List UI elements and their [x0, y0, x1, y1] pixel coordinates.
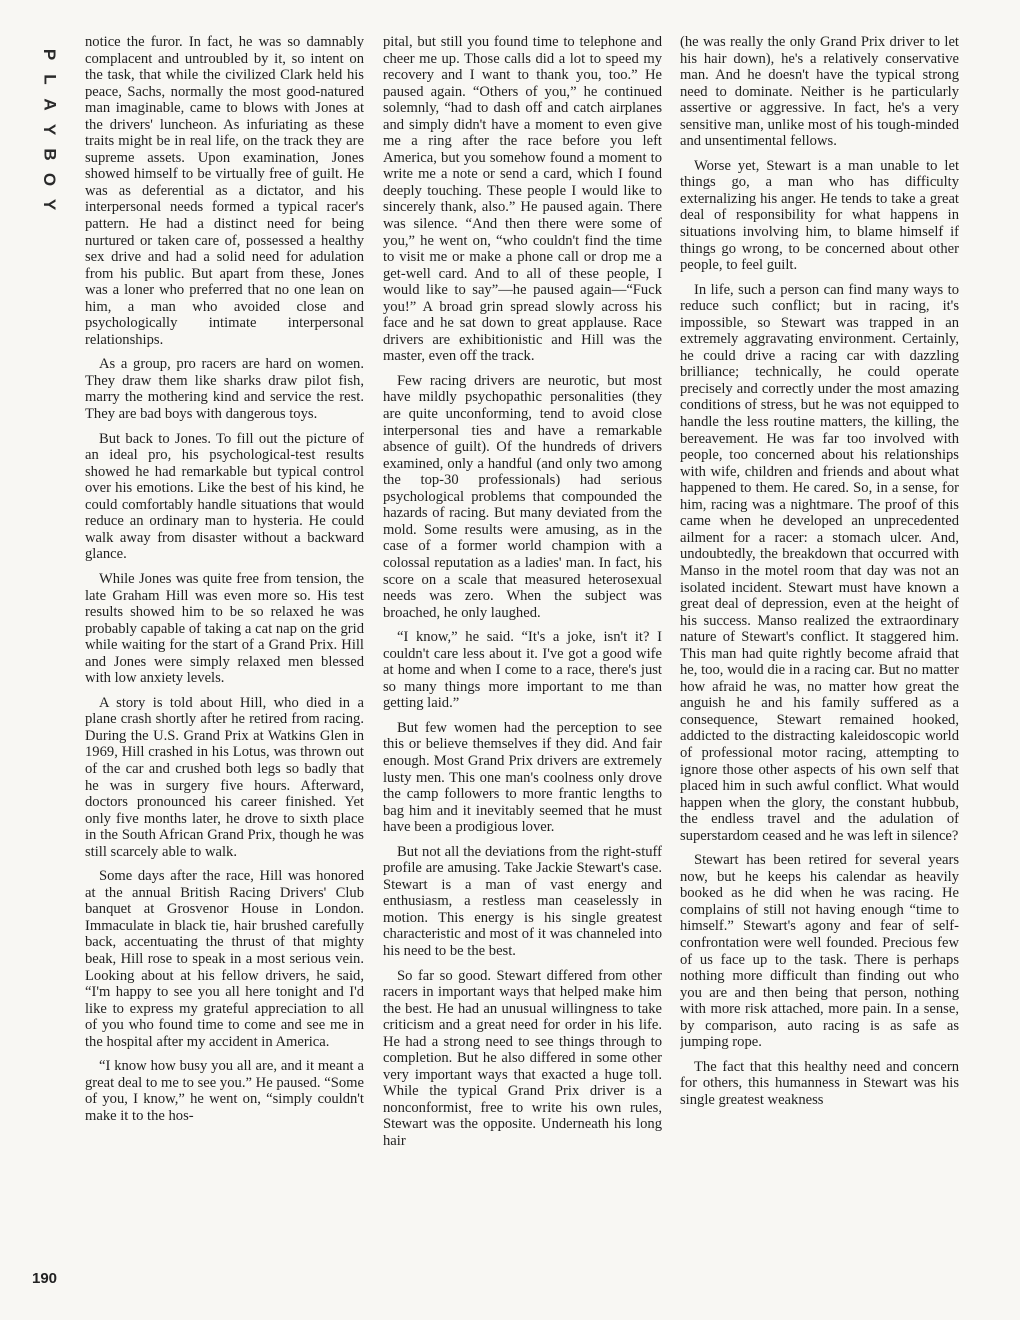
paragraph: Few racing drivers are neurotic, but most have mildly psychopathic personalities (they are quite unconforming, tend to avoid close interpersonal ties and have a remarkable absence of guilt). Of the hundreds of drivers examined, only a handful (and only two among the top-30 professionals) had serious psychological problems that compounded the hazards of racing. But many deviated from the mold. Some results were amusing, as in the case of a former world champion with a colossal reputation as a ladies' man. In fact, his score on a scale that measured heterosexual needs was zero. When the subject was broached, he only laughed.: [383, 372, 662, 621]
paragraph: The fact that this healthy need and concern for others, this humanness in Stewart was his single greatest weakness: [680, 1058, 959, 1108]
logo-letter: B: [40, 148, 60, 161]
paragraph: “I know,” he said. “It's a joke, isn't it? I couldn't care less about it. I've got a good wife at home and when I come to a race, there's just so many things more important to me than getting laid.”: [383, 629, 662, 712]
paragraph: pital, but still you found time to telephone and cheer me up. Those calls did a lot to speed my recovery and I want to thank you, too.” He paused again. “Others of you,” he continued solemnly, “had to dash off and catch airplanes and simply didn't have a moment to even give me a ring after the race before you left America, but you somehow found a moment to write me a note or send a card, which I found deeply touching. These people I would like to sincerely thank, also.” He paused again. There was silence. “And then there were some of you,” he went on, “who couldn't find the time to visit me or make a phone call or drop me a get-well card. And to all of these people, I would like to say”—he paused again—“Fuck you!” A broad grin spread slowly across his face and he sat down to great applause. Race drivers are exhibitionistic and Hill was the master, even off the track.: [383, 34, 662, 365]
paragraph: (he was really the only Grand Prix driver to let his hair down), he's a relatively conservative man. And he doesn't have the typical strong need to dominate. Neither is he particularly assertive or aggressive. In fact, he's a very sensitive man, unlike most of his tough-minded and unsentimental fellows.: [680, 34, 959, 150]
paragraph: “I know how busy you all are, and it meant a great deal to me to see you.” He paused. “Some of you, I know,” he went on, “simply couldn't make it to the hos-: [85, 1058, 364, 1124]
paragraph: A story is told about Hill, who died in a plane crash shortly after he retired from racing. During the U.S. Grand Prix at Watkins Glen in 1969, Hill crashed in his Lotus, was thrown out of the car and crushed both legs so badly that he was in surgery five hours. Afterward, doctors pronounced his career finished. Yet only five months later, he drove to sixth place in the South African Grand Prix, though he was still scarcely able to walk.: [85, 694, 364, 860]
text-column-2: [383, 34, 662, 1290]
logo-letter: O: [40, 172, 60, 187]
paragraph: So far so good. Stewart differed from other racers in important ways that helped make him the best. He had an unusual willingness to take criticism and a great need for order in his life. He had a strong need to see things through to completion. But he also differed in some other very important ways that exacted a huge toll. While the typical Grand Prix driver is a nonconformist, free to write his own rules, Stewart was the opposite. Underneath his long hair: [383, 967, 662, 1149]
page-number: 190: [32, 1270, 58, 1287]
paragraph: While Jones was quite free from tension, the late Graham Hill was even more so. His test results showed him to be so relaxed he was probably capable of taking a cat nap on the grid while waiting for the start of a Grand Prix. Hill and Jones were simply relaxed men blessed with low anxiety levels.: [85, 570, 364, 687]
paragraph: notice the furor. In fact, he was so damnably complacent and untroubled by it, so intent on the task, that while the civilized Clark held his peace, Sachs, normally the most good-natured man imaginable, came to blows with Jones at the drivers' luncheon. As infuriating as these traits might be in real life, on the track they are supreme assets. Upon examination, Jones showed himself to be virtually free of guilt. He was as deferential as a dictator, and his interpersonal needs formed a typical racer's pattern. He had a distinct need for being nurtured or taken care of, possessed a healthy sex drive and had a solid need for adulation from his public. But apart from these, Jones was a loner who preferred that no one lean on him, a man who avoided close and psychologically intimate interpersonal relationships.: [85, 34, 364, 348]
logo-letter: L: [40, 74, 60, 85]
paragraph: In life, such a person can find many ways to reduce such conflict; but in racing, it's impossible, so Stewart was trapped in an extremely aggravating environment. Certainly, he could drive a racing car with dazzling brilliance; technically, he could operate precisely and correctly under the most amazing conditions of stress, but he was not equipped to handle the less routine matters, the killing, the bereavement. He was far too involved with people, too concerned about his relationships with wife, children and friends and about what happened to them. He cared. So, in a sense, for him, racing was a nightmare. The proof of this came when he developed an unprecedented ailment for a racer: a stomach ulcer. And, undoubtedly, the breakdown that occurred with Manso in the motel room that day was not an isolated incident. Stewart must have known a great deal of depression, even at the height of his success. Manso realized the extraordinary nature of Stewart's conflict. It staggered him. This man had quite rightly become afraid that he, too, would die in a racing car. But no matter how afraid he was, no matter how great the anguish he and his family suffered as a consequence, Stewart remained hooked, addicted to the distracting kaleidoscopic world of professional motor racing, attempting to ignore those other aspects of his own self that placed him in such awful conflict. What would happen when the glory, the constant hubbub, the endless travel and the adulation of superstardom ceased and he was left in silence?: [680, 281, 959, 844]
paragraph: Stewart has been retired for several years now, but he keeps his calendar as heavily booked as he did when he was racing. He complains of still not having enough “time to himself.” Stewart's agony and fear of self-confrontation were well founded. Precious few of us face up to the task. There is perhaps nothing more difficult than finding out who you are and then being that person, nothing with more risk attached, more pain. In a sense, by comparison, auto racing is as safe as jumping rope.: [680, 852, 959, 1051]
paragraph: But few women had the perception to see this or believe themselves if they did. And fair enough. Most Grand Prix drivers are extremely lusty men. This one man's coolness only drove the camp followers to more frantic lengths to bag him and it inevitably seemed that he must have been a prodigious lover.: [383, 719, 662, 836]
logo-letter: A: [40, 98, 60, 111]
magazine-logo: [36, 42, 64, 217]
logo-letter: Y: [40, 198, 60, 211]
text-column-3: [680, 34, 959, 1290]
paragraph: But not all the deviations from the right-stuff profile are amusing. Take Jackie Stewart's case. Stewart is a man of vast energy and enthusiasm, a restless man ceaselessly in motion. This energy is his single greatest characteristic and most of it was channeled into his need to be the best.: [383, 843, 662, 959]
paragraph: As a group, pro racers are hard on women. They draw them like sharks draw pilot fish, marry the mothering kind and service the rest. They are bad boys with dangerous toys.: [85, 356, 364, 423]
paragraph: But back to Jones. To fill out the picture of an ideal pro, his psychological-test results showed he had remarkable but typical control over his emotions. Like the best of his kind, he could comfortably handle situations that would reduce an ordinary man to hysteria. He could walk away from disaster without a backward glance.: [85, 430, 364, 563]
paragraph: Worse yet, Stewart is a man unable to let things go, a man who has difficulty externalizing his anger. He tends to take a great deal of responsibility for what happens in situations involving him, to blame himself if things go wrong, to be concerned about other people, to feel guilt.: [680, 157, 959, 274]
paragraph: Some days after the race, Hill was honored at the annual British Racing Drivers' Club banquet at Grosvenor House in London. Immaculate in black tie, hair brushed carefully back, accentuating the thrust of that mighty beak, Hill rose to speak in a most serious vein. Looking about at his fellow drivers, he said, “I'm happy to see you all here tonight and I'd like to express my grateful appreciation to all of you who found time to come and see me in the hospital after my accident in America.: [85, 868, 364, 1050]
logo-letter: P: [40, 48, 60, 61]
text-column-1: [85, 34, 364, 1290]
logo-letter: Y: [40, 123, 60, 136]
